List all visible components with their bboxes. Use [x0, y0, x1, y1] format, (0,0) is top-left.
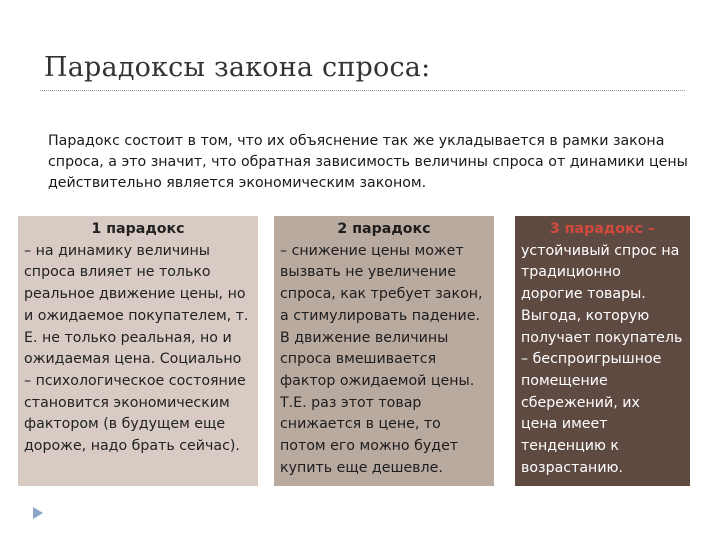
paradox-2-heading: 2 парадокс	[337, 221, 431, 237]
paradox-2-line: потом его можно будет	[280, 438, 459, 455]
paradox-3-line: тенденцию к	[521, 438, 619, 455]
slide-title: Парадоксы закона спроса:	[44, 52, 431, 83]
paradox-1-heading: 1 парадокс	[91, 221, 185, 237]
paradox-2-line: купить еще дешевле.	[280, 459, 443, 476]
paradox-2-line: а стимулировать падение.	[280, 307, 480, 324]
paradox-1-line: реальное движение цены, но	[24, 286, 246, 303]
paradox-2-line: снижается в цене, то	[280, 416, 441, 433]
paradox-3-line: – беспроигрышное	[521, 351, 662, 368]
paradox-3-line: цена имеет	[521, 416, 608, 433]
paradox-3-line: дорогие товары.	[521, 286, 646, 303]
title-divider	[40, 90, 685, 91]
paradox-3-line: помещение	[521, 372, 608, 389]
paradox-1-line: дороже, надо брать сейчас).	[24, 438, 240, 455]
triangle-right-icon[interactable]	[31, 505, 45, 519]
paradox-box-1	[18, 216, 258, 486]
paradox-3-line: получает покупатель	[521, 329, 683, 346]
paradox-2-line: Т.Е. раз этот товар	[280, 394, 422, 411]
paradox-3-heading: 3 парадокс –	[549, 221, 656, 237]
paradox-3-line: устойчивый спрос на	[521, 242, 680, 259]
paradox-1-line: становится экономическим	[24, 394, 230, 411]
paradox-1-line: и ожидаемое покупателем, т.	[24, 307, 249, 324]
paradox-1-line: – на динамику величины	[24, 242, 210, 259]
paradox-box-3	[515, 216, 690, 486]
paradox-1-line: спроса влияет не только	[24, 264, 211, 281]
paradox-3-line: Выгода, которую	[521, 307, 650, 324]
intro-paragraph: Парадокс состоит в том, что их объяснение так же укладывается в рамки закона спроса, а это значит, что обратная зависимость величины спроса от динамики цены действительно является экономическим законом.	[48, 133, 688, 191]
paradox-2-line: В движение величины	[280, 329, 449, 346]
paradox-box-2	[274, 216, 494, 486]
paradox-1-line: ожидаемая цена. Социально	[24, 351, 242, 368]
paradox-2-line: вызвать не увеличение	[280, 264, 456, 281]
paradox-1-line: Е. не только реальная, но и	[24, 329, 232, 346]
paradox-3-line: возрастанию.	[521, 459, 623, 476]
paradox-3-line: традиционно	[521, 264, 621, 281]
paradox-2-line: фактор ожидаемой цены.	[280, 372, 475, 389]
paradox-1-line: фактором (в будущем еще	[24, 416, 226, 433]
paradox-3-line: сбережений, их	[521, 394, 640, 411]
paradox-2-line: спроса вмешивается	[280, 351, 437, 368]
paradox-2-line: – снижение цены может	[280, 242, 464, 259]
paradox-2-line: спроса, как требует закон,	[280, 286, 483, 303]
paradox-1-line: – психологическое состояние	[24, 372, 246, 389]
